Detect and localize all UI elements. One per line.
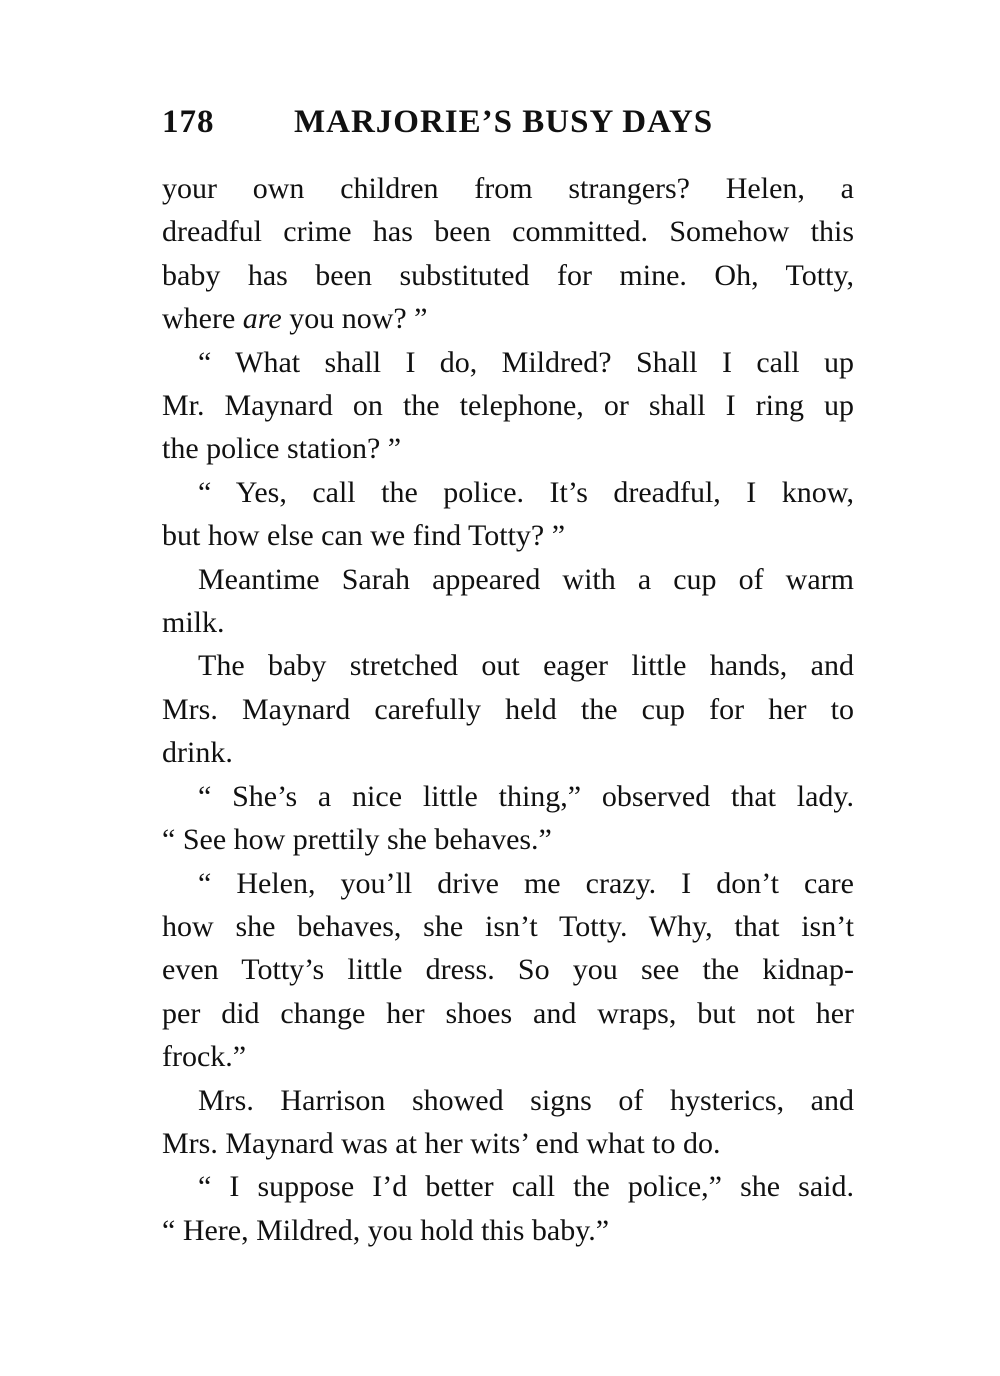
page-number: 178	[162, 104, 215, 140]
text-line: frock.”	[162, 1040, 247, 1074]
paragraph	[162, 341, 854, 471]
emphasis-text: are	[242, 302, 282, 336]
text-line: Mrs. Harrison showed signs of hysterics, and	[198, 1083, 854, 1117]
text-line: “ Helen, you’ll drive me crazy. I don’t care	[198, 866, 854, 900]
text-run: where	[162, 302, 243, 336]
text-line: drink.	[162, 736, 233, 770]
paragraph	[162, 775, 854, 862]
text-line: how she behaves, she isn’t Totty. Why, that isn’t	[162, 909, 854, 943]
text-run: you now? ”	[281, 302, 428, 336]
text-line: even Totty’s little dress. So you see the kidnap-	[162, 953, 854, 987]
text-line	[162, 297, 854, 340]
text-line: “ She’s a nice little thing,” observed that lady.	[198, 779, 854, 813]
paragraph	[162, 644, 854, 774]
text-line: Mrs. Maynard was at her wits’ end what to do.	[162, 1126, 721, 1160]
running-title: MARJORIE’S BUSY DAYS	[294, 104, 714, 140]
text-line: your own children from strangers? Helen, a	[162, 172, 854, 205]
paragraph	[162, 1165, 854, 1252]
text-line: “ I suppose I’d better call the police,” she said.	[198, 1170, 854, 1204]
text-line: baby has been substituted for mine. Oh, Totty,	[162, 258, 854, 292]
paragraph	[162, 1079, 854, 1166]
paragraph	[162, 862, 854, 1079]
text-line: “ Here, Mildred, you hold this baby.”	[162, 1213, 610, 1247]
text-line: Mr. Maynard on the telephone, or shall I ring up	[162, 389, 854, 423]
paragraph	[162, 558, 854, 645]
running-head	[162, 104, 862, 148]
text-line: per did change her shoes and wraps, but not her	[162, 996, 854, 1030]
body-text	[162, 167, 854, 1252]
text-line: Mrs. Maynard carefully held the cup for her to	[162, 692, 854, 726]
text-line: “ Yes, call the police. It’s dreadful, I know,	[198, 475, 854, 509]
text-line: The baby stretched out eager little hands, and	[198, 649, 854, 683]
paragraph-continued	[162, 167, 854, 341]
text-line: but how else can we find Totty? ”	[162, 519, 566, 553]
text-line: “ What shall I do, Mildred? Shall I call up	[198, 345, 854, 379]
text-line: the police station? ”	[162, 432, 402, 466]
paragraph	[162, 471, 854, 558]
text-line: “ See how prettily she behaves.”	[162, 823, 552, 857]
text-line: Meantime Sarah appeared with a cup of warm	[198, 562, 854, 596]
text-line: milk.	[162, 606, 225, 640]
text-line: dreadful crime has been committed. Somehow this	[162, 215, 854, 249]
